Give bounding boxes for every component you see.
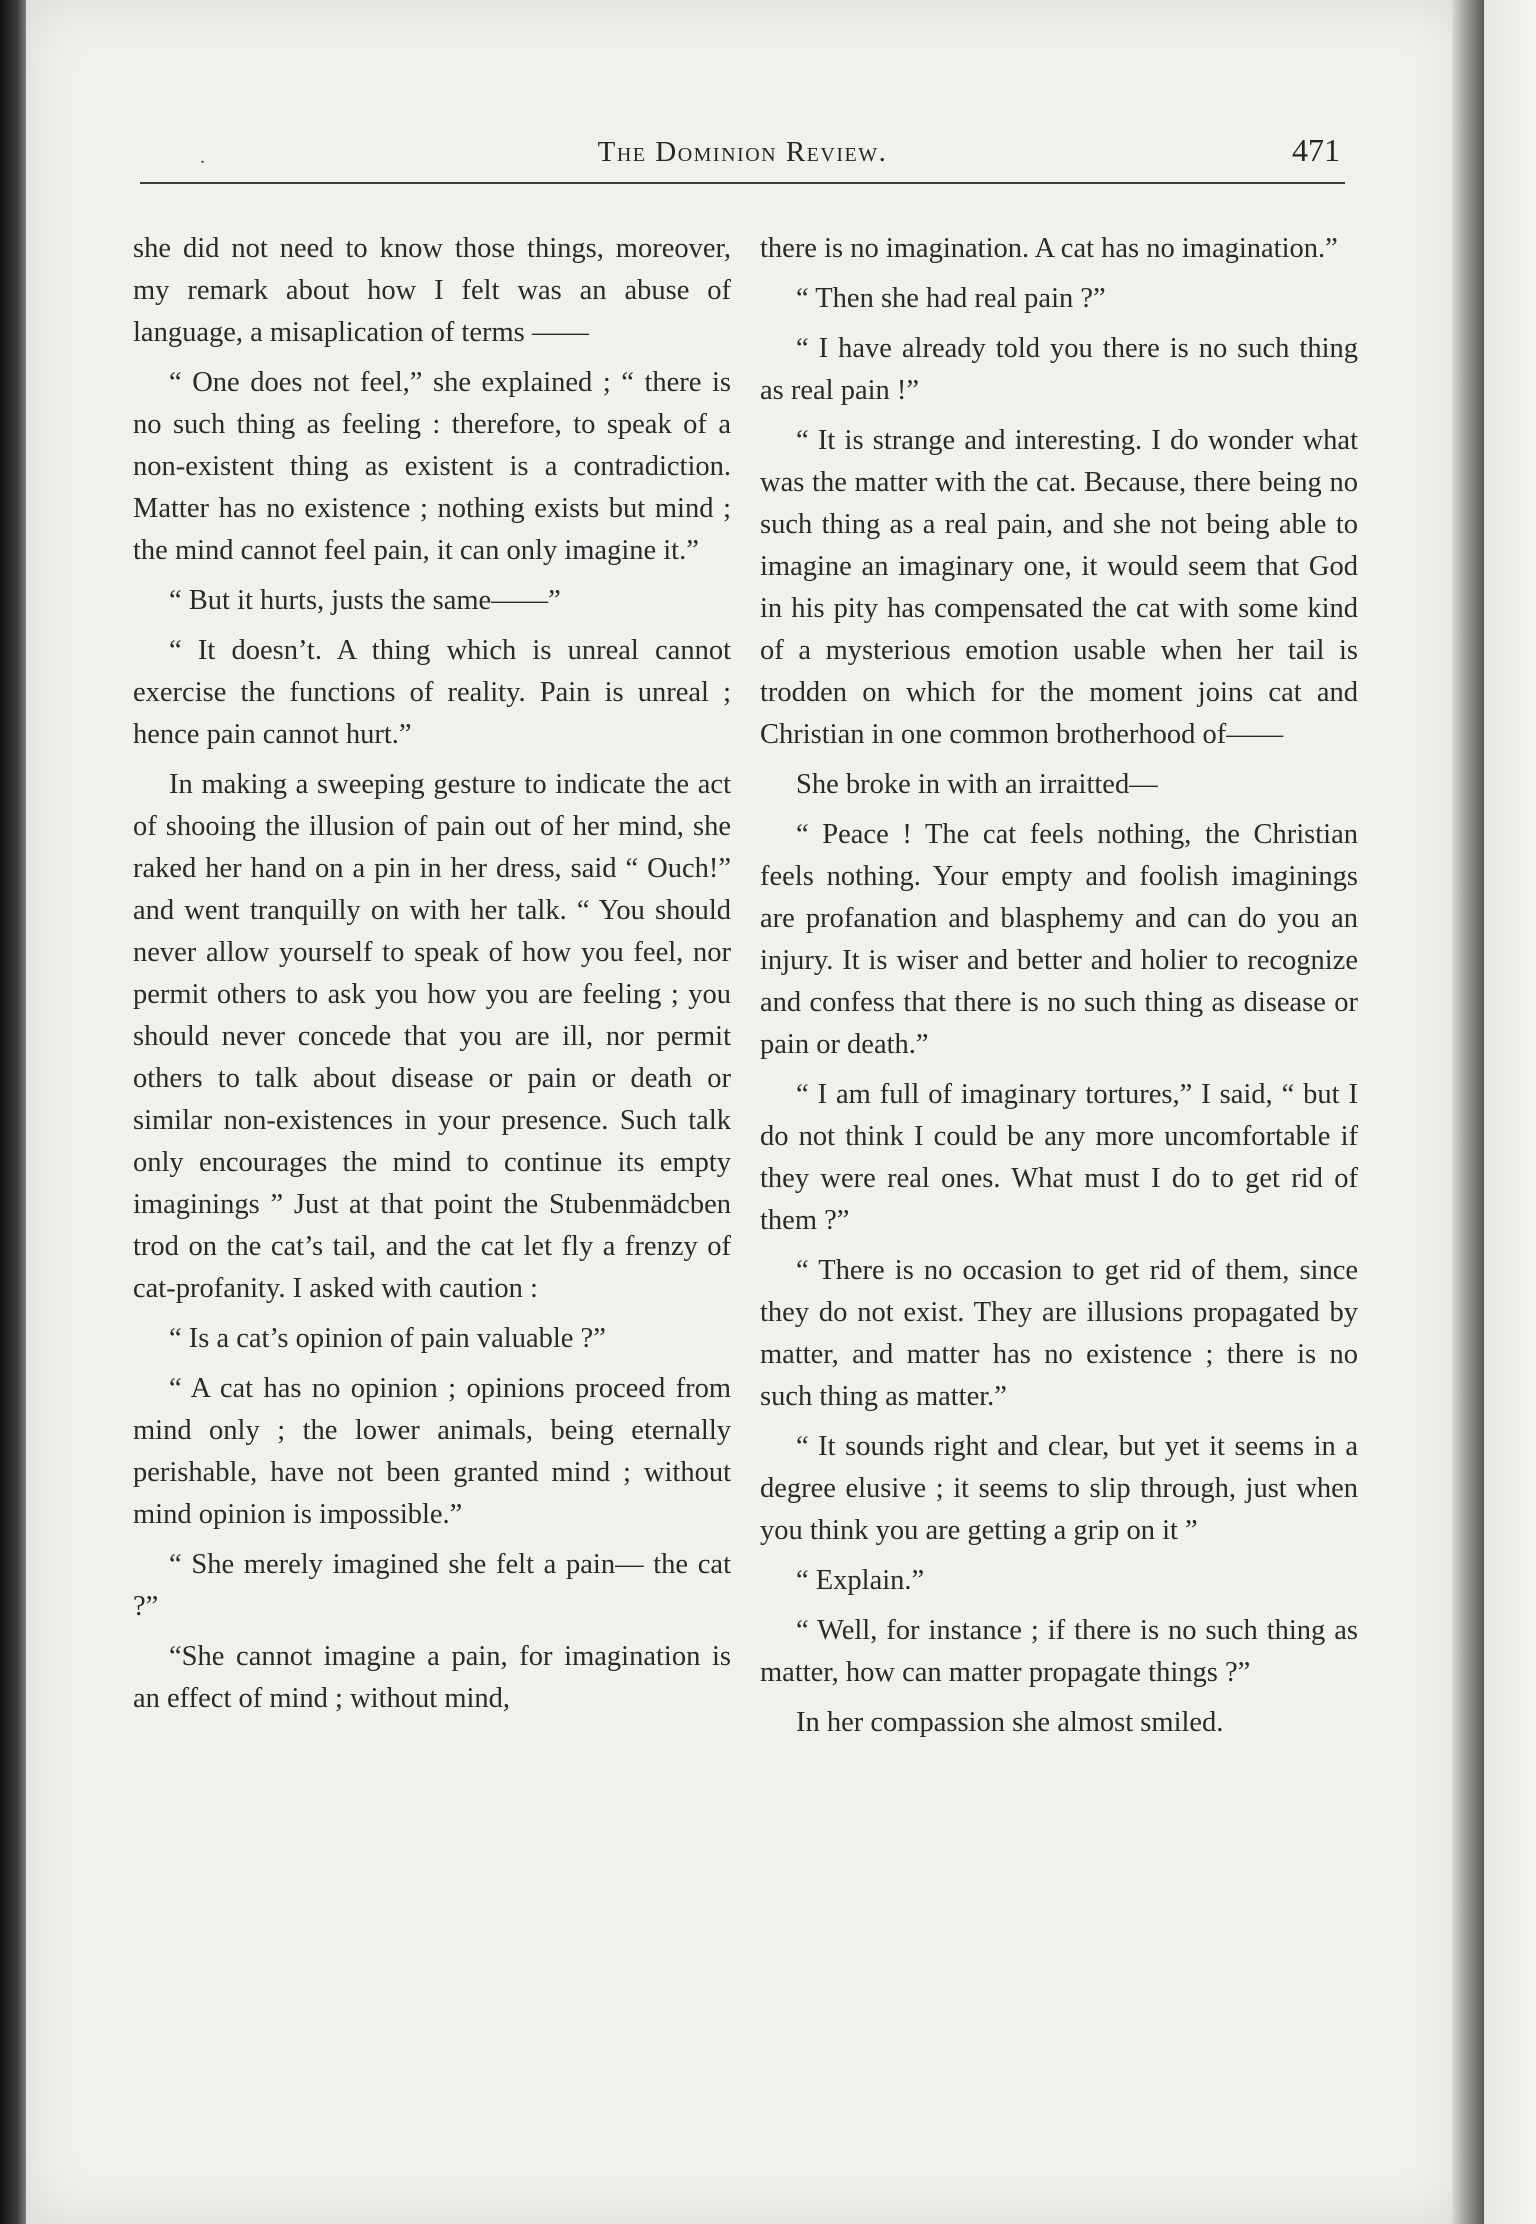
paragraph: “ It is strange and interesting. I do wonder what was the matter with the cat. Because, there being no such thing as a real pain, and she not being able to imagine an imaginary one, it would seem that God in his pity has compensated the cat with some kind of a mysterious emotion usable when her tail is trodden on which for the moment joins cat and Christian in one common brotherhood of——	[760, 425, 1358, 750]
paragraph: “ It doesn’t. A thing which is unreal cannot exercise the functions of reality. Pain is unreal ; hence pain cannot hurt.”	[133, 635, 731, 750]
journal-title: The Dominion Review.	[597, 136, 888, 168]
running-header	[140, 128, 1345, 184]
paragraph: “ A cat has no opinion ; opinions proceed from mind only ; the lower animals, being eternally perishable, have not been granted mind ; without mind opinion is impossible.”	[133, 1373, 731, 1530]
page-edge-shadow	[1452, 0, 1484, 2224]
left-column	[133, 228, 731, 1728]
paragraph: “ I am full of imaginary tortures,” I said, “ but I do not think I could be any more uncomfortable if they were real ones. What must I do to get rid of them ?”	[760, 1079, 1358, 1236]
paragraph: she did not need to know those things, moreover, my remark about how I felt was an abuse of language, a misaplication of terms ——	[133, 233, 731, 348]
paragraph: She broke in with an irraitted—	[796, 769, 1158, 800]
paragraph: “ She merely imagined she felt a pain— the cat ?”	[133, 1549, 731, 1622]
book-spine-shadow	[0, 0, 28, 2224]
paragraph: “ I have already told you there is no such thing as real pain !”	[760, 333, 1358, 406]
paragraph: In making a sweeping gesture to indicate the act of shooing the illusion of pain out of her mind, she raked her hand on a pin in her dress, said “ Ouch!” and went tranquilly on with her talk. “ You should never allow yourself to speak of how you feel, nor permit others to ask you how you are feeling ; you should never concede that you are ill, nor permit others to talk about disease or pain or death or similar non-existences in your presence. Such talk only encourages the mind to continue its empty imaginings ” Just at that point the Stubenmädcben trod on the cat’s tail, and the cat let fly a frenzy of cat-profanity. I asked with caution :	[133, 769, 731, 1304]
page-number: 471	[1292, 132, 1340, 168]
paragraph: “ Well, for instance ; if there is no such thing as matter, how can matter propagate things ?”	[760, 1615, 1358, 1688]
paragraph: “ It sounds right and clear, but yet it seems in a degree elusive ; it seems to slip through, just when you think you are getting a grip on it ”	[760, 1431, 1358, 1546]
header-mark: .	[200, 146, 205, 168]
paragraph: “ Then she had real pain ?”	[796, 283, 1106, 314]
page-outer-margin	[1484, 0, 1536, 2224]
paragraph: “ Peace ! The cat feels nothing, the Christian feels nothing. Your empty and foolish imaginings are profanation and blasphemy and can do you an injury. It is wiser and better and holier to recognize and confess that there is no such thing as disease or pain or death.”	[760, 819, 1358, 1060]
paragraph: In her compassion she almost smiled.	[796, 1707, 1224, 1738]
paragraph: “She cannot imagine a pain, for imagination is an effect of mind ; without mind,	[133, 1641, 731, 1714]
right-column	[760, 228, 1358, 1752]
paragraph: “ Explain.”	[796, 1565, 925, 1596]
paragraph: “ But it hurts, justs the same——”	[169, 585, 561, 616]
paragraph: “ Is a cat’s opinion of pain valuable ?”	[169, 1323, 606, 1354]
paragraph: “ One does not feel,” she explained ; “ there is no such thing as feeling : therefore, to speak of a non-existent thing as existent is a contradiction. Matter has no existence ; nothing exists but mind ; the mind cannot feel pain, it can only imagine it.”	[133, 367, 731, 566]
paragraph: “ There is no occasion to get rid of them, since they do not exist. They are illusions propagated by matter, and matter has no existence ; there is no such thing as matter.”	[760, 1255, 1358, 1412]
header-rule	[140, 182, 1345, 184]
paragraph: there is no imagination. A cat has no imagination.”	[760, 233, 1338, 264]
